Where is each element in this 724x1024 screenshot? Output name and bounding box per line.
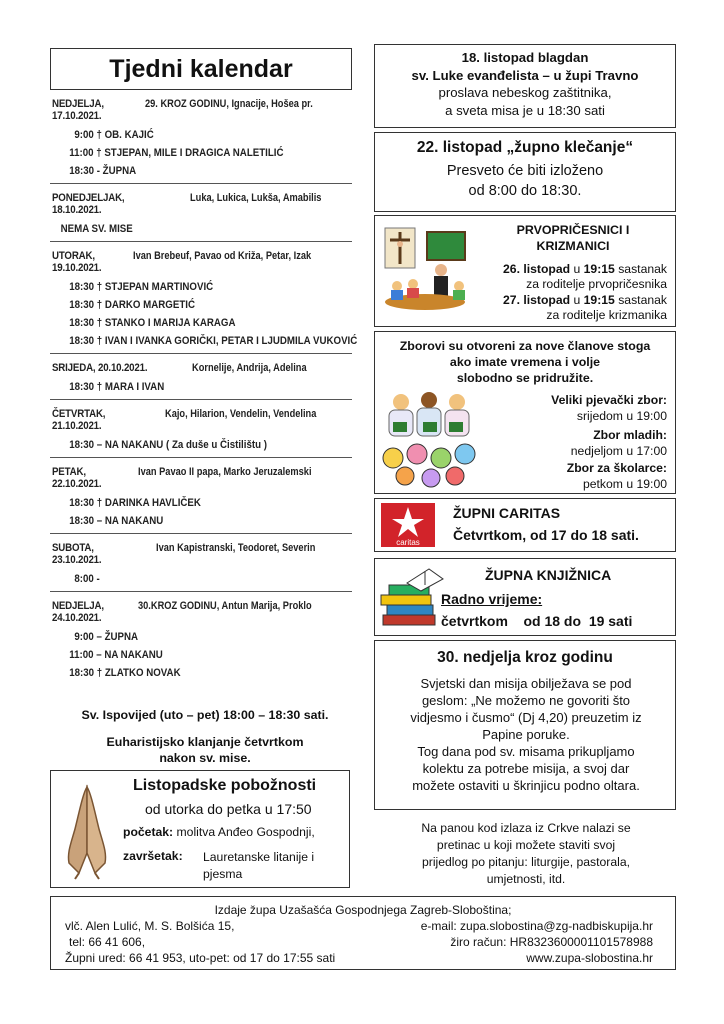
- meeting-time: 19:15: [583, 262, 615, 276]
- choirs-heading-line: Zborovi su otvoreni za nove članove stoga: [399, 339, 651, 353]
- library-box: [374, 558, 676, 636]
- library-hours-label: Radno vrijeme:: [441, 591, 543, 607]
- meeting-time: 19:15: [583, 293, 615, 307]
- choir-time: nedjeljom u 17:00: [570, 444, 667, 458]
- devotions-start-label: početak:: [123, 825, 174, 839]
- meeting-word: sastanak: [614, 293, 667, 307]
- adoration-line: Euharistijsko klanjanje četvrtkom: [106, 735, 304, 749]
- caritas-title: ŽUPNI CARITAS: [453, 505, 561, 521]
- communion-meeting-1: [503, 262, 667, 277]
- feast-line: 18. listopad blagdan: [461, 50, 589, 65]
- mass-entry: 11:00 – NA NAKANU: [69, 649, 163, 661]
- devotions-end-text: Lauretanske litanije i pjesma: [203, 850, 315, 881]
- mass-entry: 18:30 † DARKO MARGETIĆ: [69, 299, 195, 311]
- choir-time: srijedom u 19:00: [576, 409, 667, 423]
- klecanje-line: od 8:00 do 18:30.: [468, 183, 582, 199]
- footer-account: žiro račun: HR8323600001101578988: [450, 935, 653, 949]
- adoration-line: nakon sv. mise.: [159, 751, 251, 765]
- day-name: SRIJEDA, 20.10.2021.: [52, 362, 148, 374]
- mass-entry: 18:30 † STJEPAN MARTINOVIĆ: [69, 281, 214, 293]
- feast-line: sv. Luke evanđelista – u župi Travno: [411, 67, 639, 83]
- calendar-day: [50, 354, 352, 400]
- mass-entry: 18:30 - ŽUPNA: [69, 165, 137, 177]
- day-saints: Kajo, Hilarion, Vendelin, Vendelina: [165, 408, 317, 420]
- calendar-day: [50, 242, 358, 354]
- sunday-text: [383, 675, 669, 794]
- feast-line: a sveta misa je u 18:30 sati: [445, 102, 605, 118]
- communion-meeting-2: [503, 293, 667, 308]
- choir-name: Veliki pjevački zbor:: [551, 393, 667, 407]
- klecanje-title: 22. listopad „župno klečanje“: [416, 139, 634, 156]
- choir-name: Zbor mladih:: [593, 428, 667, 442]
- day-name: SUBOTA, 23.10.2021.: [52, 542, 102, 566]
- footer-phone: tel: 66 41 606,: [69, 935, 146, 949]
- day-saints: 29. KROZ GODINU, Ignacije, Hošea pr.: [145, 98, 314, 110]
- calendar-title: Tjedni kalendar: [50, 48, 352, 90]
- october-devotions-box: [50, 770, 350, 888]
- mass-entry: 18:30 † IVAN I IVANKA GORIČKI, PETAR I LJUDMILA VUKOVIĆ: [69, 335, 358, 347]
- library-title: ŽUPNA KNJIŽNICA: [485, 567, 612, 583]
- caritas-hours: Četvrtkom, od 17 do 18 sati.: [453, 527, 639, 543]
- day-saints: Ivan Kapistranski, Teodoret, Severin: [155, 542, 316, 554]
- meeting-date: 27. listopad: [503, 293, 571, 307]
- mass-entry: 18:30 † MARA I IVAN: [69, 381, 165, 393]
- caritas-logo: [381, 503, 435, 547]
- sunday-line: vidjesmo i čusmo“ (Dj 4,20) preuzetim iz: [410, 710, 642, 725]
- devotions-time: od utorka do petka u 17:50: [145, 801, 312, 817]
- day-saints: Ivan Brebeuf, Pavao od Križa, Petar, Izak: [132, 250, 311, 262]
- choir-name: Zbor za školarce:: [566, 461, 667, 475]
- feast-line: proslava nebeskog zaštitnika,: [438, 85, 612, 100]
- calendar-day: [50, 458, 352, 534]
- klecanje-box: [374, 132, 676, 212]
- panel-line: umjetnosti, itd.: [486, 872, 566, 886]
- day-name: PETAK, 22.10.2021.: [52, 466, 102, 490]
- klecanje-line: Presveto će biti izloženo: [446, 163, 604, 179]
- mass-entry: 18:30 † STANKO I MARIJA KARAGA: [69, 317, 236, 329]
- mass-entry: 18:30 – NA NAKANU: [69, 515, 164, 527]
- sunday-line: kolektu za potrebe misija, a svoj dar: [422, 761, 630, 776]
- footer-title: Izdaje župa Uzašašća Gospodnjega Zagreb-Sloboština;: [214, 903, 512, 917]
- day-saints: Luka, Lukica, Lukša, Amabilis: [189, 192, 322, 204]
- sunday-line: možete ostaviti u škrinjicu podno oltara.: [412, 778, 640, 793]
- devotions-start-text: molitva Anđeo Gospodnji,: [173, 825, 315, 839]
- sunday-title: 30. nedjelja kroz godinu: [437, 649, 613, 666]
- panel-line: Na panou kod izlaza iz Crkve nalazi se: [421, 821, 631, 835]
- sunday-line: Tog dana pod sv. misama prikupljamo: [417, 744, 635, 759]
- calendar-day: [50, 184, 352, 242]
- communion-title-line: PRVOPRIČESNICI I: [516, 223, 630, 237]
- calendar-day: [50, 534, 352, 592]
- footer-website[interactable]: www.zupa-slobostina.hr: [526, 951, 653, 965]
- caritas-logo-text: caritas: [396, 538, 420, 547]
- communion-meeting-1-who: za roditelje prvopričesnika: [526, 277, 667, 291]
- choirs-box: [374, 331, 676, 494]
- sunday-line: Papine poruke.: [482, 727, 570, 742]
- calendar-day: [50, 400, 352, 458]
- classroom-illustration-icon: [381, 224, 469, 312]
- mass-entry: 8:00 -: [74, 573, 100, 585]
- mass-entry: 9:00 – ŽUPNA: [74, 631, 139, 643]
- praying-hands-icon: [57, 783, 117, 881]
- mass-entry: 18:30 † ZLATKO NOVAK: [69, 667, 181, 679]
- day-saints: Kornelije, Andrija, Adelina: [192, 362, 307, 374]
- mass-entry: NEMA SV. MISE: [60, 223, 133, 235]
- feast-luka-box: [374, 44, 676, 128]
- day-saints: Ivan Pavao II papa, Marko Jeruzalemski: [138, 466, 312, 478]
- sunday-line: Svjetski dan misija obilježava se pod: [420, 676, 632, 691]
- suggestion-box-note: [384, 820, 668, 888]
- meeting-conj: u: [570, 262, 584, 276]
- mass-entry: 11:00 † STJEPAN, MILE I DRAGICA NALETILIĆ: [69, 147, 284, 159]
- communion-title: [475, 222, 671, 254]
- footer-priest: vlč. Alen Lulić, M. S. Bolšića 15,: [65, 919, 235, 933]
- meeting-conj: u: [570, 293, 584, 307]
- choirs-heading-line: slobodno se pridružite.: [456, 371, 594, 385]
- mass-entry: 18:30 † DARINKA HAVLIČEK: [69, 497, 201, 509]
- weekly-calendar: [50, 94, 358, 685]
- adoration-note: [60, 734, 350, 766]
- calendar-day: [50, 94, 352, 184]
- panel-line: prijedlog po pitanju: liturgije, pastorala,: [422, 855, 630, 869]
- day-name: ČETVRTAK, 21.10.2021.: [52, 408, 106, 432]
- day-name: NEDJELJA, 17.10.2021.: [52, 98, 104, 122]
- communion-title-line: KRIZMANICI: [536, 239, 610, 253]
- devotions-end-label: završetak:: [123, 849, 183, 863]
- sunday-30-box: [374, 640, 676, 810]
- sunday-line: geslom: „Ne možemo ne govoriti što: [421, 693, 631, 708]
- caritas-box: [374, 498, 676, 552]
- day-name: NEDJELJA, 24.10.2021.: [52, 600, 104, 624]
- calendar-day: [50, 592, 352, 685]
- choirs-heading: [375, 338, 675, 386]
- day-name: PONEDJELJAK, 18.10.2021.: [52, 192, 125, 216]
- books-stack-icon: [379, 565, 447, 631]
- first-communion-box: [374, 215, 676, 327]
- choir-time: petkom u 19:00: [582, 477, 667, 491]
- communion-meeting-2-who: za roditelje krizmanika: [546, 308, 667, 322]
- devotions-title: Listopadske pobožnosti: [133, 777, 317, 794]
- meeting-date: 26. listopad: [503, 262, 571, 276]
- footer-office: Župni ured: 66 41 953, uto-pet: od 17 do 17:55 sati: [65, 951, 336, 965]
- footer-email[interactable]: e-mail: zupa.slobostina@zg-nadbiskupija.hr: [420, 919, 653, 933]
- day-saints: 30.KROZ GODINU, Antun Marija, Proklo: [138, 600, 312, 612]
- panel-line: pretinac u koji možete staviti svoj: [436, 838, 616, 852]
- mass-entry: 18:30 – NA NAKANU ( Za duše u Čistilištu ): [69, 439, 267, 451]
- choir-singers-icon: [379, 388, 479, 488]
- confession-note: Sv. Ispovijed (uto – pet) 18:00 – 18:30 sati.: [81, 708, 329, 722]
- day-name: UTORAK, 19.10.2021.: [52, 250, 102, 274]
- mass-entry: 9:00 † OB. KAJIĆ: [74, 129, 154, 141]
- devotions-start: [123, 825, 315, 839]
- choirs-heading-line: ako imate vremena i volje: [449, 355, 601, 369]
- meeting-word: sastanak: [614, 262, 667, 276]
- library-hours: četvrtkom od 18 do 19 sati: [441, 613, 633, 629]
- caritas-cross-icon: [381, 503, 435, 547]
- publisher-footer: [50, 896, 676, 970]
